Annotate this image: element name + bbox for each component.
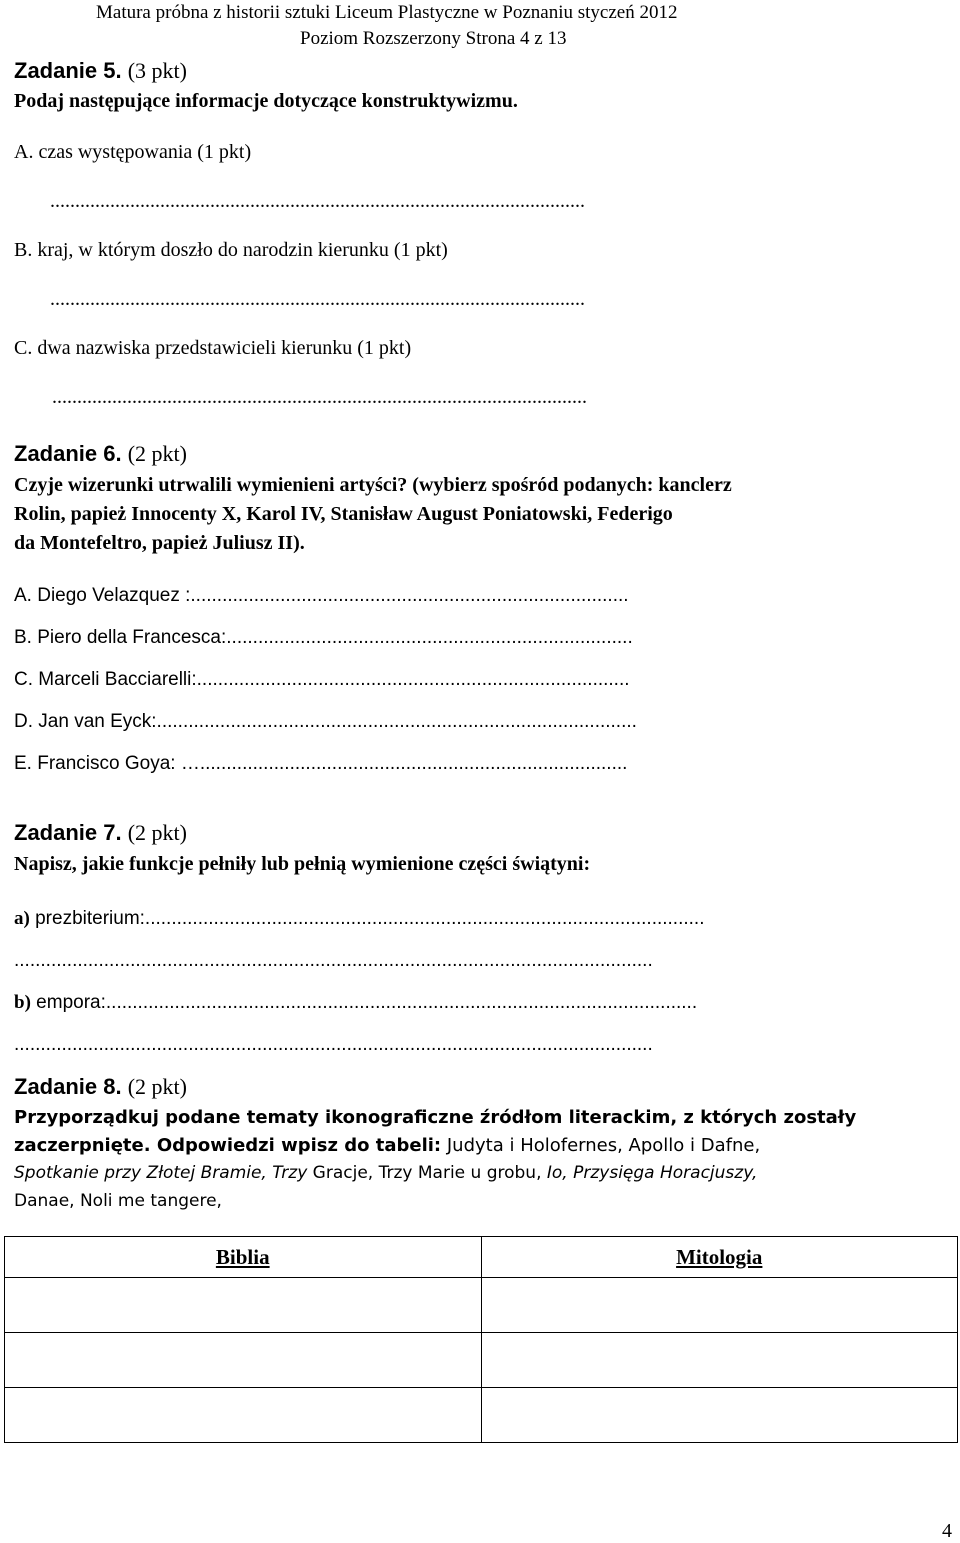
task6-prompt-line3: da Montefeltro, papież Juliusz II). bbox=[14, 532, 305, 554]
task7-answer-line-b: ......................................................................................................................... bbox=[14, 1034, 653, 1055]
task5-question-b: B. kraj, w którym doszło do narodzin kierunku (1 pkt) bbox=[14, 239, 448, 261]
task6-item: D. Jan van Eyck:........................................................................................... bbox=[14, 711, 637, 732]
task8-topics-2: Spotkanie przy Złotej Bramie, Trzy bbox=[14, 1163, 308, 1183]
task5-label: Zadanie 5. bbox=[14, 58, 122, 83]
answer-cell-mitologia[interactable] bbox=[481, 1278, 958, 1333]
task8-topics-1: Judyta i Holofernes, Apollo i Dafne, bbox=[441, 1135, 761, 1156]
table-header-row bbox=[5, 1237, 958, 1278]
task6-prompt-choices: (wybierz spośród podanych: kanclerz bbox=[407, 474, 732, 496]
table-row bbox=[5, 1278, 958, 1333]
task8-prompt-line1: Przyporządkuj podane tematy ikonograficzne źródłom literackim, z których zostały bbox=[14, 1107, 857, 1128]
answer-cell-mitologia[interactable] bbox=[481, 1388, 958, 1443]
task5-question-a: A. czas występowania (1 pkt) bbox=[14, 141, 252, 163]
task5-answer-line-a: ........................................................................................................... bbox=[50, 190, 585, 212]
task5-heading bbox=[14, 58, 187, 84]
task8-label: Zadanie 8. bbox=[14, 1074, 122, 1099]
task7-item-a bbox=[14, 908, 704, 930]
task7-b-text: empora:................................................................................................................ bbox=[30, 992, 698, 1013]
task5-points: (3 pkt) bbox=[127, 58, 187, 83]
task5-answer-line-b: ........................................................................................................... bbox=[50, 288, 585, 310]
task6-item: A. Diego Velazquez :................................................................................... bbox=[14, 585, 629, 606]
task7-a-letter: a) bbox=[14, 908, 30, 929]
task7-label: Zadanie 7. bbox=[14, 820, 122, 845]
header-line-2: Poziom Rozszerzony Strona 4 z 13 bbox=[300, 28, 567, 49]
answer-cell-biblia[interactable] bbox=[5, 1333, 482, 1388]
answer-cell-biblia[interactable] bbox=[5, 1388, 482, 1443]
task8-topics-line3 bbox=[14, 1163, 757, 1183]
task8-topics-line4: Danae, Noli me tangere, bbox=[14, 1191, 222, 1211]
task6-item: B. Piero della Francesca:............................................................................. bbox=[14, 627, 633, 648]
task7-points: (2 pkt) bbox=[127, 820, 187, 845]
task8-topics-3: Gracje, Trzy Marie u grobu, bbox=[307, 1163, 547, 1183]
task6-prompt-question: Czyje wizerunki utrwalili wymienieni artyści? bbox=[14, 474, 408, 496]
task5-question-c: C. dwa nazwiska przedstawicieli kierunku (1 pkt) bbox=[14, 337, 412, 359]
table-header-mitologia: Mitologia bbox=[481, 1237, 958, 1278]
task6-label: Zadanie 6. bbox=[14, 441, 122, 466]
table-header-biblia: Biblia bbox=[5, 1237, 482, 1278]
task8-points: (2 pkt) bbox=[127, 1074, 187, 1099]
task7-item-b bbox=[14, 992, 697, 1014]
page-number: 4 bbox=[942, 1520, 952, 1542]
task8-topics-4: Io, Przysięga Horacjuszy, bbox=[546, 1163, 758, 1183]
task6-points: (2 pkt) bbox=[127, 441, 187, 466]
task7-answer-line-a: ......................................................................................................................... bbox=[14, 950, 653, 971]
task8-prompt-line2 bbox=[14, 1135, 760, 1156]
task6-heading bbox=[14, 441, 187, 467]
answer-cell-biblia[interactable] bbox=[5, 1278, 482, 1333]
task6-item: E. Francisco Goya: …................................................................................. bbox=[14, 753, 628, 774]
task8-instruction: zaczerpnięte. Odpowiedzi wpisz do tabeli: bbox=[14, 1135, 442, 1156]
task6-item: C. Marceli Bacciarelli:.................................................................................. bbox=[14, 669, 630, 690]
header-line-1: Matura próbna z historii sztuki Liceum Plastyczne w Poznaniu styczeń 2012 bbox=[96, 2, 678, 23]
task8-heading bbox=[14, 1074, 187, 1100]
answer-cell-mitologia[interactable] bbox=[481, 1333, 958, 1388]
task6-prompt-line2: Rolin, papież Innocenty X, Karol IV, Stanisław August Poniatowski, Federigo bbox=[14, 503, 673, 525]
task5-answer-line-c: ........................................................................................................... bbox=[52, 386, 587, 408]
task7-prompt: Napisz, jakie funkcje pełniły lub pełnią wymienione części świątyni: bbox=[14, 853, 591, 875]
table-row bbox=[5, 1333, 958, 1388]
task7-b-letter: b) bbox=[14, 992, 31, 1013]
task5-prompt: Podaj następujące informacje dotyczące konstruktywizmu. bbox=[14, 90, 518, 112]
answer-table bbox=[4, 1236, 958, 1443]
task6-prompt-line1 bbox=[14, 474, 732, 497]
table-row bbox=[5, 1388, 958, 1443]
task7-a-text: prezbiterium:.......................................................................................................... bbox=[29, 908, 705, 929]
task7-heading bbox=[14, 820, 187, 846]
